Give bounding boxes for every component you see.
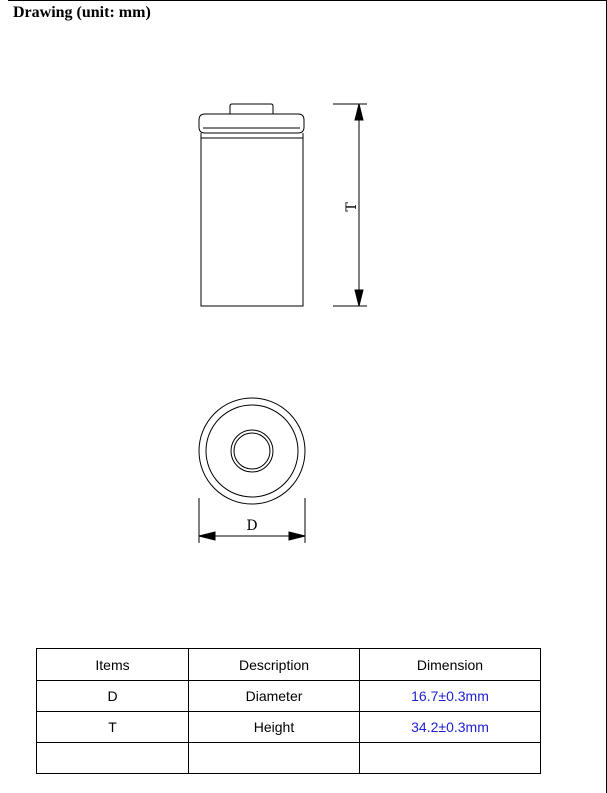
header-dimension: Dimension: [360, 649, 541, 681]
cell-dimension: [360, 743, 541, 774]
table-row: [37, 712, 541, 743]
height-arrow-bottom: [355, 290, 363, 306]
header-items: Items: [37, 649, 189, 681]
diameter-arrow-right: [289, 532, 305, 540]
cell-body: [201, 133, 303, 306]
table-header-row: [37, 649, 541, 681]
header-description: Description: [189, 649, 360, 681]
terminal-circle-inner: [234, 433, 270, 469]
cell-item: [37, 743, 189, 774]
cell-description: Height: [189, 712, 360, 743]
diameter-arrow-left: [199, 532, 215, 540]
height-label: T: [344, 202, 360, 212]
table-row: [37, 681, 541, 712]
cell-dimension: 34.2±0.3mm: [360, 712, 541, 743]
top-view: [199, 398, 305, 504]
side-view: [199, 104, 304, 306]
cell-item: T: [37, 712, 189, 743]
terminal-cap: [230, 104, 273, 114]
dimension-table: [36, 648, 541, 774]
terminal-circle-outer: [231, 430, 273, 472]
outer-circle: [199, 398, 305, 504]
cell-dimension: 16.7±0.3mm: [360, 681, 541, 712]
table-row: [37, 743, 541, 774]
diameter-label: D: [246, 518, 258, 534]
top-rim: [199, 114, 304, 133]
height-arrow-top: [355, 104, 363, 120]
cell-item: D: [37, 681, 189, 712]
cell-description: Diameter: [189, 681, 360, 712]
rim-circle: [206, 405, 298, 497]
drawing-title: Drawing (unit: mm): [13, 4, 151, 21]
cell-description: [189, 743, 360, 774]
